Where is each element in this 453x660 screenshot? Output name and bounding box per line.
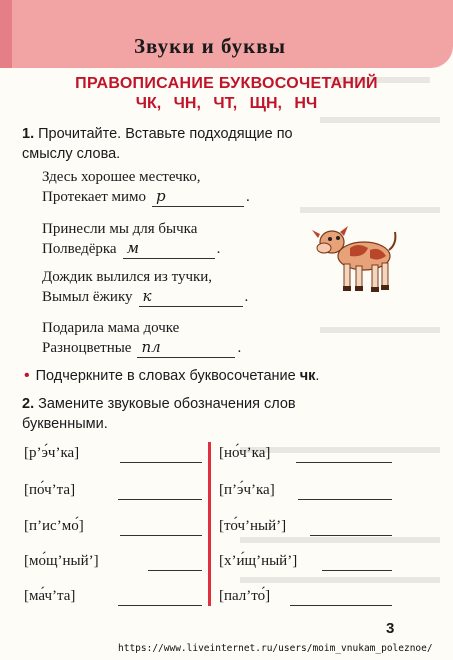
answer-line[interactable]: [298, 499, 392, 500]
handwritten-answer: р: [156, 187, 166, 205]
period: .: [237, 340, 242, 356]
period: .: [244, 289, 249, 305]
bullet-marker: •: [24, 367, 30, 384]
letter-combinations: ЧК, ЧН, ЧТ, ЩН, НЧ: [135, 95, 318, 112]
transcription-item: [п’ис’мо́]: [24, 518, 84, 534]
task-2-text-line2: буквенными.: [22, 416, 108, 432]
answer-line[interactable]: [322, 570, 392, 571]
answer-line[interactable]: [118, 499, 202, 500]
underline-instruction: [24, 367, 319, 385]
topic-subtitle: ПРАВОПИСАНИЕ БУКВОСОЧЕТАНИЙ: [75, 75, 378, 92]
transcription-item: [но́ч’ка]: [219, 445, 271, 461]
poem-stanza-1: [42, 167, 250, 207]
answer-blank[interactable]: [152, 188, 244, 207]
transcription-item: [р’э́ч’ка]: [24, 445, 80, 461]
column-divider: [208, 442, 211, 606]
poem-line: Разноцветные: [42, 340, 132, 356]
poem-line: Полведёрка: [42, 241, 117, 257]
poem-stanza-3: [42, 267, 248, 307]
answer-blank[interactable]: [139, 288, 243, 307]
task-2-instruction: [22, 394, 296, 434]
answer-line[interactable]: [290, 605, 392, 606]
answer-line[interactable]: [120, 462, 202, 463]
task-1-number: 1.: [22, 126, 35, 142]
answer-line[interactable]: [310, 535, 392, 536]
poem-line: Здесь хорошее местечко,: [42, 169, 201, 185]
transcription-item: [то́ч’ный’]: [219, 518, 287, 534]
answer-line[interactable]: [148, 570, 202, 571]
poem-line: Принесли мы для бычка: [42, 221, 198, 237]
handwritten-answer: пл: [141, 338, 161, 356]
page-title: Звуки и буквы: [133, 34, 287, 58]
period: .: [216, 241, 221, 257]
task-1-instruction: [22, 124, 293, 164]
period: .: [315, 368, 320, 384]
page-number: 3: [386, 620, 395, 637]
period: .: [246, 189, 250, 205]
task-1-text-line1: Прочитайте. Вставьте подходящие по: [38, 126, 293, 142]
handwritten-answer: м: [126, 239, 140, 257]
answer-blank[interactable]: [123, 240, 215, 259]
poem-stanza-2: [42, 219, 220, 259]
poem-line: Дождик вылился из тучки,: [42, 269, 213, 285]
poem-line: Вымыл ёжику: [42, 289, 133, 305]
task-2-number: 2.: [22, 396, 35, 412]
source-url: https://www.liveinternet.ru/users/moim_vnukam_poleznoe/: [118, 643, 433, 654]
poem-line: Подарила мама дочке: [42, 320, 180, 336]
transcription-item: [по́ч’та]: [24, 482, 76, 498]
transcription-item: [пал’то́]: [219, 588, 271, 604]
task-1-text-line2: смыслу слова.: [22, 146, 121, 162]
poem-stanza-4: [42, 318, 241, 358]
transcription-item: [ма́ч’та]: [24, 588, 76, 604]
task-2-text-line1: Замените звуковые обозначения слов: [38, 396, 296, 412]
underline-instruction-text: Подчеркните в словах буквосочетание: [35, 368, 300, 384]
calf-illustration: [312, 220, 402, 300]
answer-line[interactable]: [120, 535, 202, 536]
underline-instruction-combo: чк: [299, 368, 316, 384]
poem-line: Протекает мимо: [42, 189, 147, 205]
transcription-item: [х’и́щ’ный’]: [219, 553, 298, 569]
transcription-item: [мо́щ’ный’]: [24, 553, 99, 569]
answer-line[interactable]: [118, 605, 202, 606]
transcription-item: [п’э́ч’ка]: [219, 482, 275, 498]
handwritten-answer: к: [142, 287, 152, 305]
answer-line[interactable]: [296, 462, 392, 463]
answer-blank[interactable]: [137, 339, 235, 358]
